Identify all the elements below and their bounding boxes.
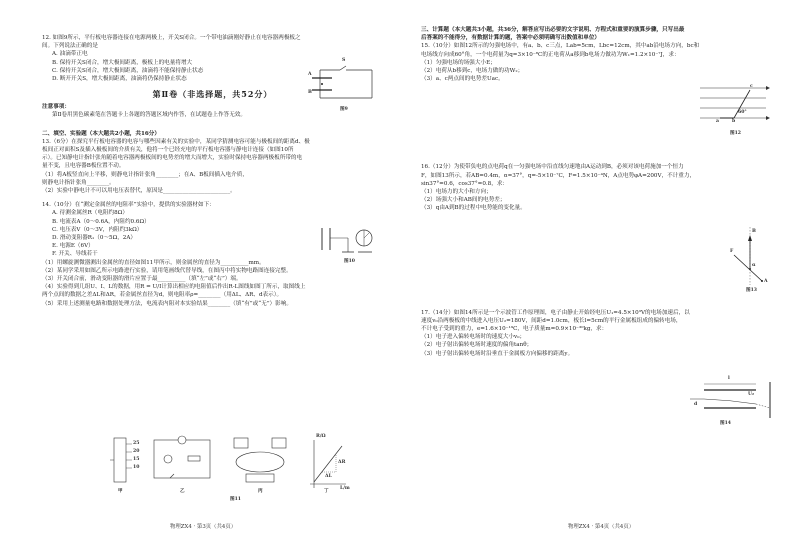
q13-line7: （2）实验中静电计不可以用电压表替代，原因是________________________。 [42, 188, 236, 195]
figure-14-caption: 图14 [720, 421, 731, 426]
figure-10-caption: 图10 [344, 259, 355, 264]
q15-line1: 15.（10分）如图12所示的匀强电场中，有a、b、c三点，Lab=5cm，Lbc=12cm，其中ab沿电场方向，bc和 [421, 43, 700, 50]
q13-line1: 13.（6分）在探究平行板电容器的电容与哪些因素有关的实验中，某同学猜测电容可能与极板间的距离d、极 [42, 138, 310, 145]
q14-sub4b: 两个点间的数据之差ΔL和ΔR，若金属丝直径为d，则电阻率ρ=________（用ΔL、ΔR、d表示）。 [42, 292, 283, 299]
q14-item-c: C. 电压表V（0～3V，内阻约3kΩ） [52, 226, 143, 233]
figure-11-tick-25: 25 [133, 441, 140, 446]
q16-sub2: （2）场强大小和AB间的电势差； [421, 197, 506, 204]
q15-sub3: （3）a、c两点间的电势差Uac。 [421, 76, 504, 83]
q15-sub1: （1）匀强电场的场强大小E； [421, 59, 496, 66]
q14-sub4a: （4）实验得到几组U、I、L的数据，用R = U/I计算出相应的电阻值后作出R-L图线如图丁所示，取图线上 [42, 284, 306, 291]
q13-line4: 量不变，且电容器B板位置不动。 [42, 163, 125, 170]
q14-sub3: （3）开关闭合前，滑动变阻器的滑片应置于最__________（填“左”或“右”）端。 [42, 276, 242, 283]
figure-13-point-a: A [764, 279, 768, 284]
figure-12-point-c: c [750, 84, 753, 89]
q17-sub3: （3）电子射出偏转电场时沿垂直于金属板方向偏移的距离y。 [421, 350, 574, 357]
figure-11-tick-15: 15 [133, 457, 140, 462]
figure-11-sub-bing: 丙 [258, 489, 263, 494]
figure-12-point-a: a [716, 119, 719, 124]
q12-option-a: A. 油滴带正电 [52, 51, 88, 58]
q12-option-c: C. 保持开关S闭合，增大极间距离，油滴将不能保持静止状态 [52, 67, 204, 74]
notice-text: 第Ⅱ卷用黑色碳素笔在答题卡上各题的答题区域内作答，在试题卷上作答无效。 [52, 112, 246, 119]
q16-sub3: （3）q由A到B的过程中电势能的变化量。 [421, 205, 526, 212]
part2-title: 第Ⅱ卷（非选择题，共52分） [152, 89, 273, 100]
figure-14-tube [690, 380, 774, 420]
q12-stem-line1: 12. 如图9所示，平行板电容器连接在电源两极上，开关S闭合。一个带电油滴刚好静止在电容器两极板之 [42, 35, 301, 41]
figure-9-circuit [310, 58, 380, 108]
figure-11-delta-r: ΔR [338, 460, 346, 465]
figure-11-apparatus [110, 432, 355, 494]
figure-9-label-b: B [308, 90, 312, 95]
figure-14-label-d: d [694, 402, 698, 407]
q14-item-b: B. 电流表A（0～0.6A，内阻约0.6Ω） [52, 218, 150, 225]
figure-11-delta-l: ΔL [325, 474, 332, 479]
figure-13-force-f: F [730, 249, 734, 254]
figure-12-point-b: b [732, 119, 736, 124]
figure-9-label-a: A [308, 72, 312, 77]
section3-title: 三、计算题（本大题共3小题，共36分，解答应写出必要的文字说明、方程式和重要的演算步骤，只写出最 [421, 27, 685, 33]
section3-title-line2: 后答案的不能得分，有数据计算的题，答案中必须明确写出数值和单位） [421, 35, 601, 42]
figure-13-alpha: α [752, 263, 756, 268]
q14-item-e: E. 电源E（6V） [52, 243, 94, 250]
figure-12 [700, 82, 770, 136]
q14-item-d: D. 滑动变阻器R₁（0～5Ω，2A） [52, 235, 136, 242]
section2-title: 二、填空、实验题（本大题共2小题，共16分） [42, 130, 160, 137]
q14-line1: 14.（10分）在“测定金属丝的电阻率”实验中，提供的实验器材如下： [42, 202, 215, 209]
figure-11-caption: 图11 [230, 497, 241, 502]
figure-11-sub-yi: 乙 [180, 489, 185, 494]
q13-line3: 示）。已知静电计指针张角随着电容器两极板间的电势差的增大而增大，实验时保持电容器两极板所带的电 [42, 155, 303, 162]
figure-12-angle: 60° [738, 110, 747, 115]
q14-sub5: （5）采用上述测量电路和数据处理方法，电流表内阻对本实验结果________（填“有”或“无”）影响。 [42, 300, 292, 307]
q13-line6: 则静电计指针张角________。 [42, 179, 115, 186]
q14-item-f: F. 开关、导线若干 [52, 251, 98, 258]
q16-line3: sin37°=0.6，cos37°=0.8，求： [421, 180, 509, 187]
q16-sub1: （1）电场力的大小和方向； [421, 189, 492, 196]
q17-line2: 速度v₀沿两极板的中线进入电压U₂=180V，间距d=1.0cm，板长l=5cm的平行金属板组成的偏转电场， [421, 317, 682, 324]
figure-13-caption: 图13 [746, 288, 757, 293]
figure-14 [690, 376, 774, 428]
figure-11-axis-r: R/Ω [316, 434, 326, 439]
left-footer: 物理ZX4 · 第3页（共4页） [170, 524, 237, 530]
q16-line1: 16.（12分）为使带负电的点电荷q在一匀强电场中沿直线匀速地由A运动到B，必须对该电荷施加一个恒力 [421, 164, 684, 171]
figure-9 [308, 58, 380, 112]
q12-option-b: B. 保持开关S闭合，增大极间距离，极板上的电量将增大 [52, 59, 193, 66]
q12-option-d: D. 断开开关S，增大极间距离，油滴将仍保持静止状态 [52, 76, 187, 83]
q17-sub1: （1）电子进入偏转电场时的速度大小v₀； [421, 334, 526, 341]
q16-line2: F，如图13所示，若AB=0.4m，α=37°，q=-5×10⁻⁷C，F=1.5×10⁻⁴N，A点电势φA=200V，不计重力， [421, 172, 696, 179]
figure-13 [728, 225, 772, 295]
figure-11 [110, 432, 355, 504]
q13-line2: 板间正对面积S及插入极板间的介质有关，他将一个已经充电的平行板电容器与静电计连接（如图10所 [42, 147, 294, 154]
figure-14-label-l: l [728, 376, 730, 381]
q14-sub1: （1）用螺旋测微器测出金属丝的直径如图11甲所示，则金属丝的直径为__________mm。 [42, 259, 265, 266]
q17-sub2: （2）电子射出偏转电场时速度的偏角tanθ； [421, 342, 533, 349]
figure-11-sub-jia: 甲 [118, 489, 123, 494]
q14-item-a: A. 待测金属丝R（电阻约8Ω） [52, 210, 128, 217]
q15-line2: 电场线方向成60°角，一个电荷量为q=3×10⁻⁸C的正电荷从a移到b电场力做功为W₁=1.2×10⁻⁷J，求： [421, 51, 680, 58]
q12-stem-line2: 间。下列说法正确的是 [42, 43, 98, 50]
figure-13-forces [728, 225, 772, 287]
figure-12-caption: 图12 [730, 131, 741, 136]
figure-14-label-u2: U₂ [748, 392, 755, 397]
figure-13-point-b: B [752, 229, 756, 234]
figure-9-label-s: S [342, 58, 346, 63]
figure-11-axis-l: L/m [340, 486, 350, 491]
q17-line1: 17.（14分）如图14所示是一个示波管工作原理图，电子由静止开始经电压U₁=4.5×10³V的电场加速后，以 [421, 309, 690, 316]
figure-9-caption: 图9 [340, 107, 348, 112]
q14-sub2: （2）某同学采用如图乙所示电路进行实验，请用笔画线代替导线，在图丙中将实物电路图连接完整。 [42, 267, 292, 274]
notice-title: 注意事项： [42, 104, 70, 111]
q15-sub2: （2）电荷从b移到c，电场力做的功W₂； [421, 68, 524, 75]
right-footer: 物理ZX4 · 第4页（共4页） [568, 524, 635, 530]
figure-11-sub-ding: 丁 [324, 489, 329, 494]
figure-11-tick-10: 10 [133, 465, 140, 470]
figure-10 [318, 218, 380, 264]
q17-line3: 不计电子受到的重力，e=1.6×10⁻¹⁹C，电子质量m=0.9×10⁻³⁰kg，求： [421, 326, 608, 333]
q13-line5: （1）将A板竖直向上平移，则静电计指针张角________；在A、B板间插入电介质， [42, 171, 248, 178]
figure-11-tick-20: 20 [133, 449, 140, 454]
figure-10-electrometer [318, 218, 380, 258]
